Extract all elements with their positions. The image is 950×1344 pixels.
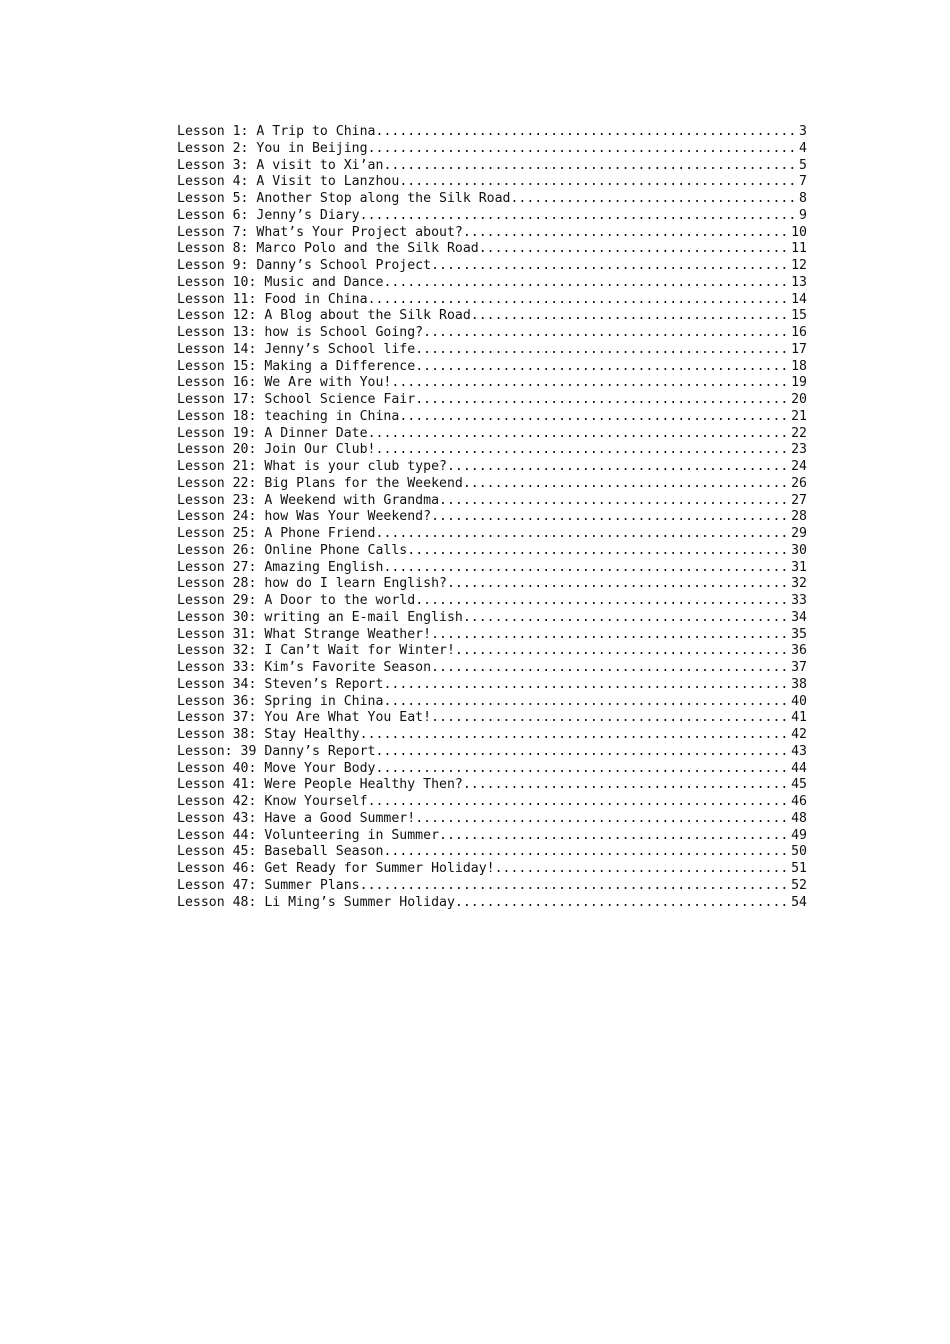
toc-dot-leader — [376, 761, 792, 778]
toc-entry[interactable] — [177, 744, 807, 761]
toc-entry-title: Lesson 26: Online Phone Calls — [177, 542, 408, 558]
toc-entry[interactable] — [177, 727, 807, 744]
toc-entry-page-number: 49 — [791, 827, 807, 843]
toc-entry[interactable] — [177, 794, 807, 811]
toc-entry[interactable] — [177, 225, 807, 242]
toc-entry[interactable] — [177, 275, 807, 292]
toc-entry-title: Lesson 7: What’s Your Project about? — [177, 224, 463, 240]
toc-entry-page-number: 36 — [791, 643, 807, 659]
toc-entry-page-number: 5 — [799, 157, 807, 173]
toc-entry-title: Lesson: 39 Danny’s Report — [177, 743, 376, 759]
toc-dot-leader — [447, 576, 791, 593]
toc-entry[interactable] — [177, 710, 807, 727]
toc-entry[interactable] — [177, 811, 807, 828]
toc-entry[interactable] — [177, 241, 807, 258]
toc-entry-page-number: 21 — [791, 408, 807, 424]
toc-entry-title: Lesson 24: how Was Your Weekend? — [177, 509, 432, 525]
toc-entry-title: Lesson 2: You in Beijing — [177, 140, 368, 156]
toc-entry[interactable] — [177, 660, 807, 677]
toc-entry[interactable] — [177, 308, 807, 325]
toc-entry-page-number: 4 — [799, 140, 807, 156]
toc-dot-leader — [383, 275, 791, 292]
toc-entry-page-number: 34 — [791, 609, 807, 625]
toc-entry-title: Lesson 48: Li Ming’s Summer Holiday — [177, 894, 455, 910]
toc-entry[interactable] — [177, 174, 807, 191]
toc-entry-title: Lesson 46: Get Ready for Summer Holiday! — [177, 861, 495, 876]
toc-dot-leader — [463, 777, 791, 794]
toc-entry[interactable] — [177, 342, 807, 359]
toc-entry-page-number: 7 — [799, 174, 807, 190]
toc-dot-leader — [479, 241, 791, 258]
toc-entry-title: Lesson 42: Know Yourself — [177, 794, 368, 809]
toc-entry-title: Lesson 9: Danny’s School Project — [177, 258, 432, 273]
toc-dot-leader — [376, 526, 792, 543]
toc-entry-page-number: 54 — [791, 894, 807, 910]
toc-entry-page-number: 14 — [791, 291, 807, 307]
toc-entry[interactable] — [177, 124, 807, 141]
toc-entry-title: Lesson 47: Summer Plans — [177, 877, 360, 893]
toc-entry-page-number: 18 — [791, 358, 807, 374]
toc-dot-leader — [431, 627, 791, 644]
toc-dot-leader — [368, 794, 792, 811]
toc-entry-title: Lesson 5: Another Stop along the Silk Road — [177, 191, 511, 206]
toc-entry-title: Lesson 16: We Are with You! — [177, 375, 392, 391]
toc-entry-page-number: 41 — [791, 710, 807, 726]
toc-entry[interactable] — [177, 493, 807, 510]
toc-entry-title: Lesson 3: A visit to Xi’an — [177, 157, 384, 173]
toc-entry[interactable] — [177, 560, 807, 577]
toc-entry[interactable] — [177, 426, 807, 443]
toc-entry[interactable] — [177, 392, 807, 409]
toc-entry-title: Lesson 36: Spring in China — [177, 693, 384, 709]
toc-entry-page-number: 24 — [791, 459, 807, 474]
toc-entry[interactable] — [177, 593, 807, 610]
toc-dot-leader — [463, 610, 791, 627]
toc-entry-page-number: 43 — [791, 743, 807, 759]
toc-entry-page-number: 31 — [791, 559, 807, 575]
toc-dot-leader — [447, 459, 791, 476]
toc-dot-leader — [415, 392, 791, 409]
toc-entry[interactable] — [177, 694, 807, 711]
toc-entry-title: Lesson 17: School Science Fair — [177, 392, 416, 407]
toc-entry-title: Lesson 25: A Phone Friend — [177, 526, 376, 541]
toc-entry-title: Lesson 4: A Visit to Lanzhou — [177, 174, 400, 190]
toc-entry[interactable] — [177, 509, 807, 526]
toc-entry-page-number: 13 — [791, 274, 807, 290]
toc-entry-title: Lesson 30: writing an E-mail English — [177, 609, 463, 625]
toc-entry-title: Lesson 15: Making a Difference — [177, 358, 416, 374]
toc-entry[interactable] — [177, 576, 807, 593]
toc-entry[interactable] — [177, 158, 807, 175]
toc-entry-page-number: 23 — [791, 442, 807, 458]
toc-dot-leader — [471, 308, 791, 325]
toc-dot-leader — [383, 844, 791, 861]
toc-entry-title: Lesson 22: Big Plans for the Weekend — [177, 475, 463, 491]
toc-dot-leader — [383, 158, 799, 175]
toc-dot-leader — [368, 141, 799, 158]
toc-entry-page-number: 50 — [791, 844, 807, 860]
toc-entry-page-number: 33 — [791, 593, 807, 608]
toc-entry[interactable] — [177, 258, 807, 275]
toc-dot-leader — [431, 660, 791, 677]
toc-entry-page-number: 52 — [791, 877, 807, 893]
toc-dot-leader — [383, 560, 791, 577]
toc-dot-leader — [368, 426, 792, 443]
toc-dot-leader — [463, 225, 791, 242]
toc-dot-leader — [368, 292, 792, 309]
toc-entry-page-number: 10 — [791, 224, 807, 240]
toc-dot-leader — [383, 694, 791, 711]
toc-entry-page-number: 20 — [791, 392, 807, 407]
toc-entry-title: Lesson 34: Steven’s Report — [177, 676, 384, 692]
toc-entry-title: Lesson 19: A Dinner Date — [177, 425, 368, 441]
toc-dot-leader — [439, 828, 791, 845]
toc-dot-leader — [376, 442, 792, 459]
toc-entry-title: Lesson 31: What Strange Weather! — [177, 626, 432, 642]
toc-entry-page-number: 12 — [791, 258, 807, 273]
toc-dot-leader — [415, 811, 791, 828]
toc-entry[interactable] — [177, 844, 807, 861]
toc-entry-title: Lesson 44: Volunteering in Summer — [177, 827, 440, 843]
toc-entry-page-number: 27 — [791, 492, 807, 508]
toc-entry[interactable] — [177, 292, 807, 309]
toc-entry-page-number: 8 — [799, 191, 807, 206]
toc-entry-page-number: 38 — [791, 676, 807, 692]
toc-entry-title: Lesson 14: Jenny’s School life — [177, 341, 416, 357]
toc-dot-leader — [463, 476, 791, 493]
toc-dot-leader — [360, 208, 799, 225]
toc-dot-leader — [455, 895, 791, 912]
toc-entry-title: Lesson 45: Baseball Season — [177, 844, 384, 860]
toc-entry[interactable] — [177, 476, 807, 493]
toc-dot-leader — [415, 359, 791, 376]
toc-entry[interactable] — [177, 777, 807, 794]
toc-entry-title: Lesson 29: A Door to the world — [177, 593, 416, 608]
toc-dot-leader — [415, 593, 791, 610]
toc-entry[interactable] — [177, 895, 807, 912]
toc-entry-title: Lesson 21: What is your club type? — [177, 459, 447, 474]
toc-entry-title: Lesson 37: You Are What You Eat! — [177, 710, 432, 726]
toc-entry[interactable] — [177, 359, 807, 376]
toc-entry-page-number: 46 — [791, 794, 807, 809]
toc-entry[interactable] — [177, 878, 807, 895]
toc-entry[interactable] — [177, 459, 807, 476]
toc-entry[interactable] — [177, 643, 807, 660]
toc-entry-title: Lesson 8: Marco Polo and the Silk Road — [177, 241, 479, 257]
toc-entry-page-number: 35 — [791, 626, 807, 642]
toc-entry-title: Lesson 43: Have a Good Summer! — [177, 810, 416, 826]
toc-dot-leader — [383, 677, 791, 694]
toc-entry-title: Lesson 38: Stay Healthy — [177, 727, 360, 742]
toc-entry[interactable] — [177, 375, 807, 392]
toc-entry-page-number: 15 — [791, 308, 807, 324]
toc-entry-title: Lesson 6: Jenny’s Diary — [177, 207, 360, 223]
toc-dot-leader — [399, 409, 791, 426]
toc-entry-page-number: 11 — [791, 241, 807, 257]
toc-entry-title: Lesson 12: A Blog about the Silk Road — [177, 308, 471, 324]
toc-entry-title: Lesson 41: Were People Healthy Then? — [177, 777, 463, 793]
toc-entry-page-number: 45 — [791, 777, 807, 793]
toc-dot-leader — [439, 493, 791, 510]
toc-entry[interactable] — [177, 325, 807, 342]
toc-dot-leader — [431, 258, 791, 275]
toc-entry[interactable] — [177, 627, 807, 644]
toc-entry[interactable] — [177, 409, 807, 426]
toc-entry[interactable] — [177, 191, 807, 208]
toc-dot-leader — [415, 342, 791, 359]
toc-entry-page-number: 16 — [791, 325, 807, 340]
toc-entry-page-number: 32 — [791, 576, 807, 592]
toc-dot-leader — [360, 727, 791, 744]
toc-dot-leader — [407, 543, 791, 560]
toc-entry[interactable] — [177, 677, 807, 694]
toc-entry[interactable] — [177, 442, 807, 459]
toc-entry-page-number: 37 — [791, 660, 807, 675]
toc-entry-page-number: 44 — [791, 760, 807, 776]
toc-entry-title: Lesson 18: teaching in China — [177, 408, 400, 424]
toc-entry-title: Lesson 1: A Trip to China — [177, 124, 376, 139]
toc-entry-title: Lesson 40: Move Your Body — [177, 760, 376, 776]
toc-dot-leader — [376, 124, 800, 141]
table-of-contents — [177, 124, 807, 911]
toc-entry-title: Lesson 28: how do I learn English? — [177, 576, 447, 592]
toc-entry-page-number: 30 — [791, 542, 807, 558]
toc-entry-page-number: 19 — [791, 375, 807, 391]
toc-entry-page-number: 3 — [799, 124, 807, 139]
toc-entry-page-number: 17 — [791, 341, 807, 357]
toc-entry-page-number: 26 — [791, 475, 807, 491]
toc-entry-page-number: 22 — [791, 425, 807, 441]
toc-entry[interactable] — [177, 610, 807, 627]
toc-dot-leader — [510, 191, 799, 208]
toc-entry[interactable] — [177, 861, 807, 878]
toc-entry[interactable] — [177, 543, 807, 560]
toc-entry[interactable] — [177, 208, 807, 225]
toc-dot-leader — [431, 710, 791, 727]
toc-dot-leader — [495, 861, 792, 878]
toc-entry-page-number: 9 — [799, 207, 807, 223]
toc-entry-title: Lesson 32: I Can’t Wait for Winter! — [177, 643, 455, 659]
toc-entry-title: Lesson 20: Join Our Club! — [177, 442, 376, 458]
toc-dot-leader — [391, 375, 791, 392]
toc-entry-page-number: 42 — [791, 727, 807, 742]
toc-entry[interactable] — [177, 141, 807, 158]
toc-dot-leader — [431, 509, 791, 526]
toc-entry-title: Lesson 23: A Weekend with Grandma — [177, 492, 440, 508]
toc-dot-leader — [455, 643, 791, 660]
toc-entry-title: Lesson 33: Kim’s Favorite Season — [177, 660, 432, 675]
toc-dot-leader — [399, 174, 799, 191]
toc-entry-title: Lesson 27: Amazing English — [177, 559, 384, 575]
toc-dot-leader — [423, 325, 791, 342]
toc-entry[interactable] — [177, 828, 807, 845]
toc-entry-title: Lesson 11: Food in China — [177, 291, 368, 307]
toc-entry-page-number: 51 — [791, 861, 807, 876]
toc-entry-title: Lesson 13: how is School Going? — [177, 325, 424, 340]
toc-entry[interactable] — [177, 526, 807, 543]
toc-entry[interactable] — [177, 761, 807, 778]
toc-entry-page-number: 48 — [791, 810, 807, 826]
toc-dot-leader — [360, 878, 791, 895]
toc-entry-title: Lesson 10: Music and Dance — [177, 274, 384, 290]
toc-entry-page-number: 29 — [791, 526, 807, 541]
toc-dot-leader — [376, 744, 792, 761]
toc-entry-page-number: 28 — [791, 509, 807, 525]
toc-entry-page-number: 40 — [791, 693, 807, 709]
